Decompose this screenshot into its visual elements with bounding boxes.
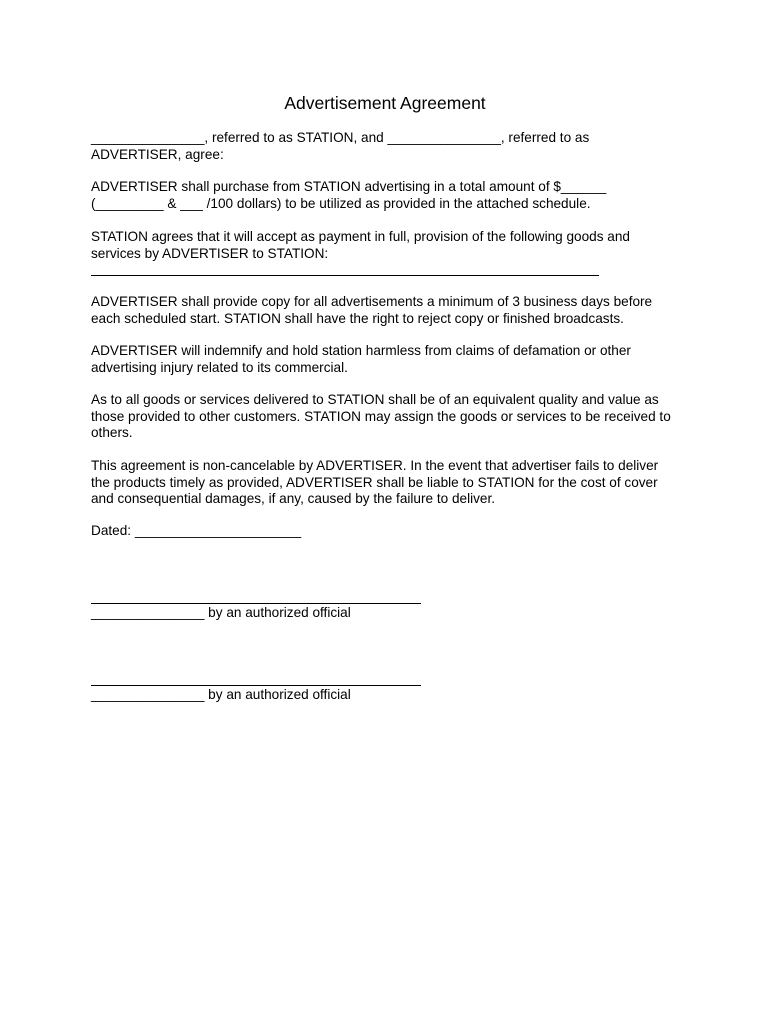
paragraph-line: _______________, referred to as STATION, and _______________, referred to as (91, 130, 590, 145)
paragraph-copy (91, 294, 652, 327)
paragraph-line: As to all goods or services delivered to STATION shall be of an equivalent quality and value as (91, 392, 659, 407)
dated-line: Dated: ______________________ (91, 523, 302, 538)
paragraph-line: ADVERTISER shall provide copy for all advertisements a minimum of 3 business days before (91, 294, 653, 309)
paragraph-line: those provided to other customers. STATION may assign the goods or services to be received to (91, 408, 671, 424)
paragraph-line: and consequential damages, if any, caused by the failure to deliver. (91, 491, 496, 506)
paragraph-line: (_________ & ___ /100 dollars) to be utilized as provided in the attached schedule. (91, 195, 591, 211)
paragraph-line: ADVERTISER, agree: (91, 146, 224, 162)
paragraph-line: the products timely as provided, ADVERTISER shall be liable to STATION for the cost of cover (91, 474, 658, 490)
signature-line (91, 685, 421, 686)
goods-services-blank-line (91, 275, 599, 276)
paragraph-line: STATION agrees that it will accept as payment in full, provision of the following goods and (91, 229, 630, 244)
paragraph-indemnify (91, 343, 631, 376)
paragraph-payment (91, 229, 630, 262)
paragraph-noncancel (91, 458, 658, 508)
signature-caption: _______________ by an authorized official (91, 687, 351, 702)
paragraph-line: services by ADVERTISER to STATION: (91, 245, 329, 261)
paragraph-purchase (91, 179, 606, 212)
paragraph-quality (91, 392, 671, 442)
paragraph-line: ADVERTISER shall purchase from STATION advertising in a total amount of $______ (91, 179, 607, 194)
signature-line (91, 603, 421, 604)
paragraph-line: ADVERTISER will indemnify and hold station harmless from claims of defamation or other (91, 343, 631, 358)
paragraph-line: others. (91, 425, 133, 440)
paragraph-line: This agreement is non-cancelable by ADVERTISER. In the event that advertiser fails to deliver (91, 458, 659, 473)
document-title: Advertisement Agreement (284, 93, 486, 113)
signature-caption: _______________ by an authorized official (91, 605, 351, 620)
paragraph-line: each scheduled start. STATION shall have the right to reject copy or finished broadcasts. (91, 310, 624, 326)
paragraph-parties (91, 130, 589, 163)
paragraph-line: advertising injury related to its commercial. (91, 359, 348, 375)
